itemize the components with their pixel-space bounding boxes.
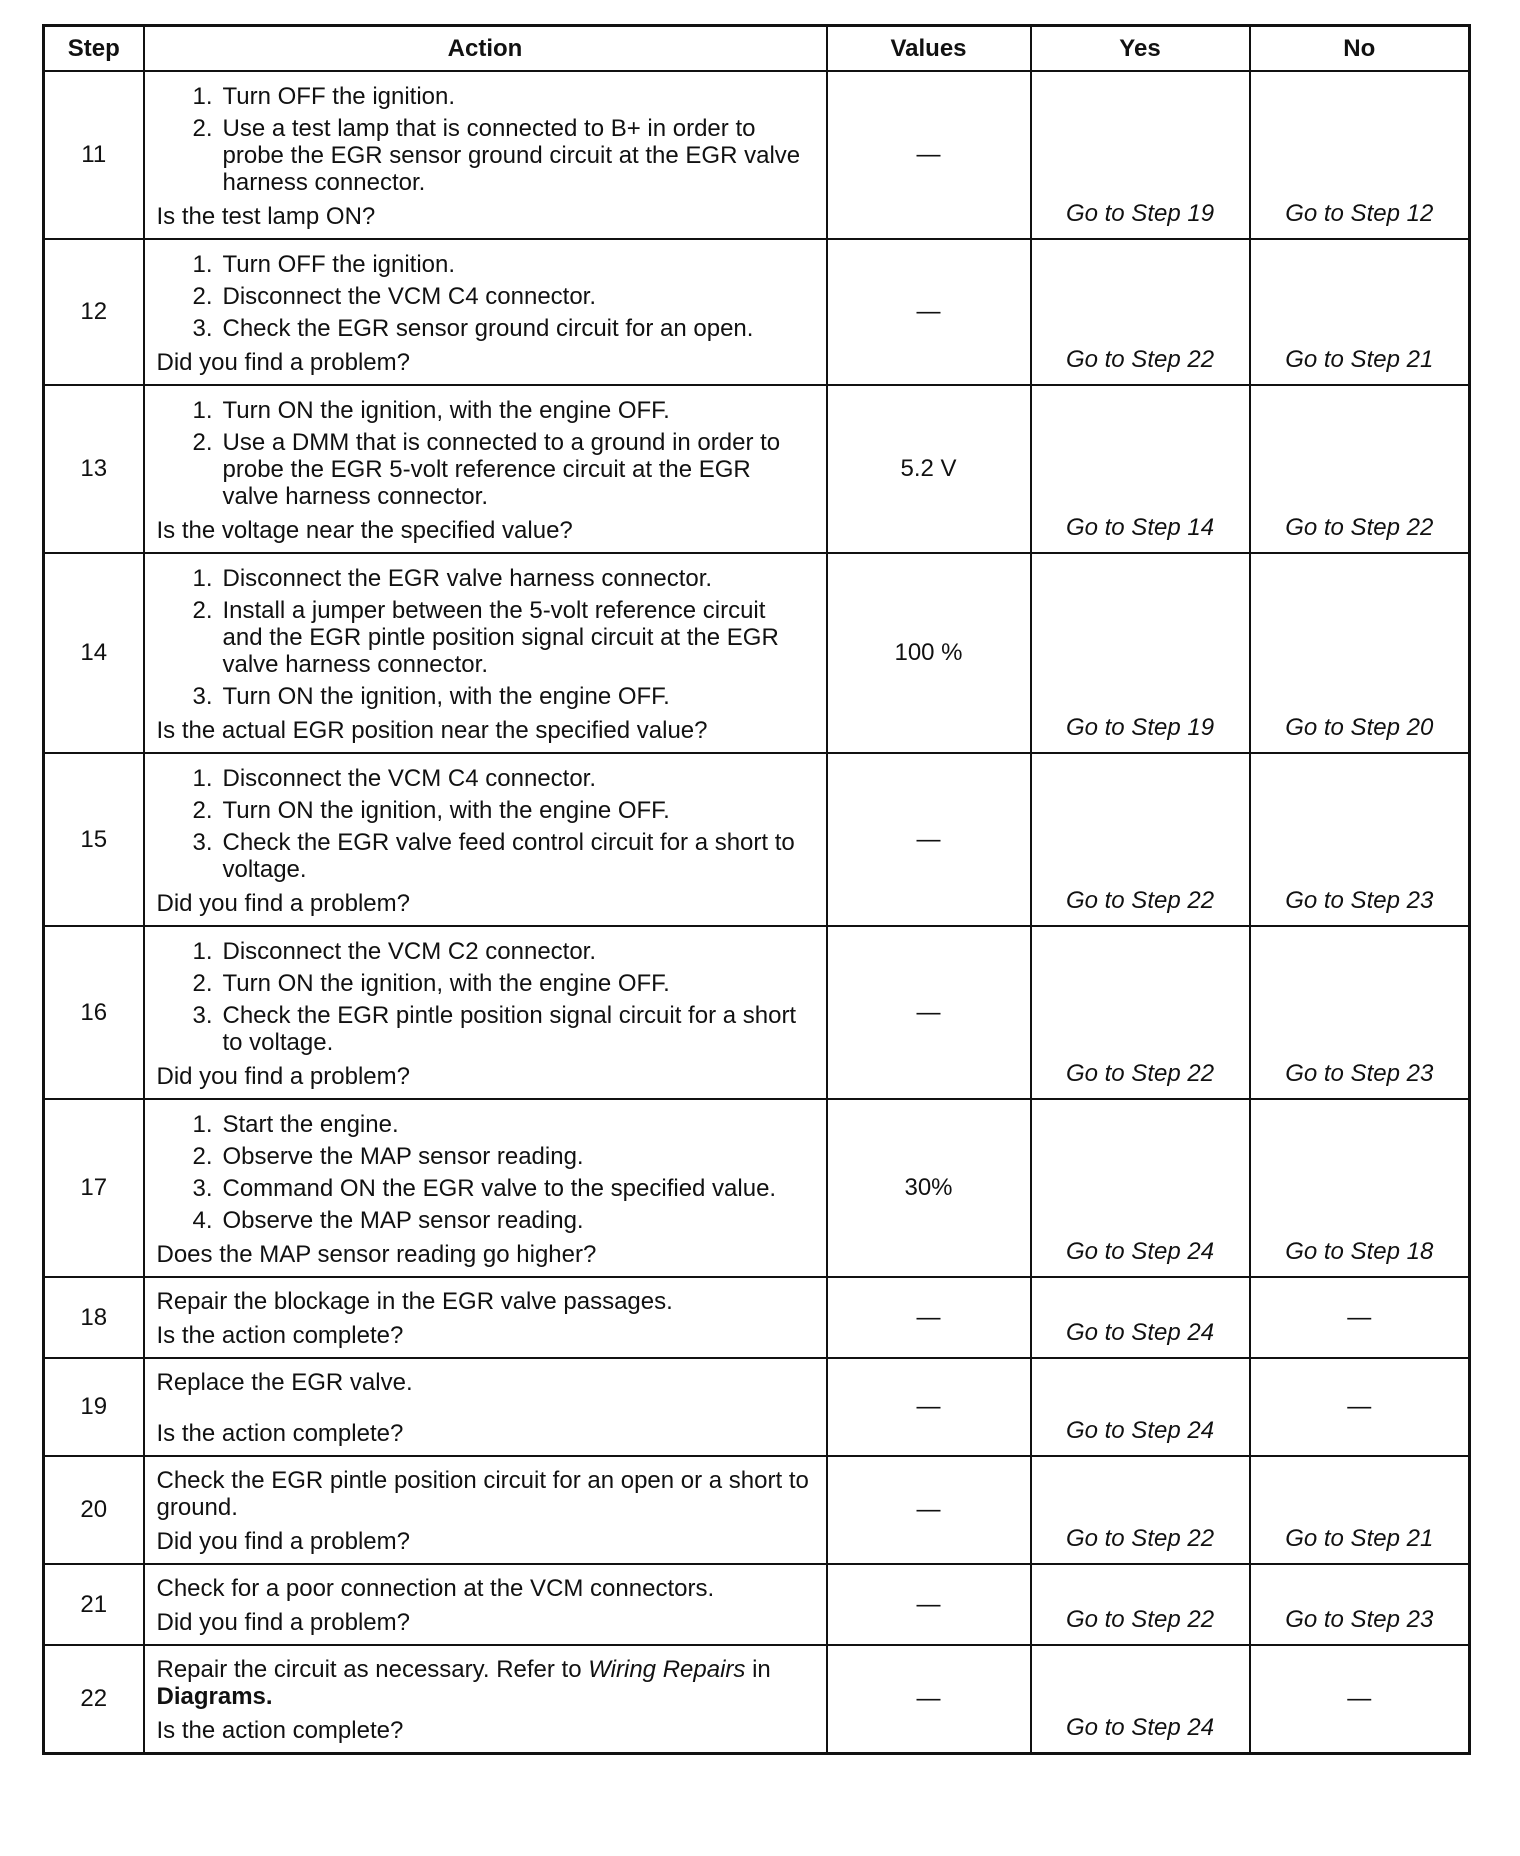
value-cell: — — [827, 1358, 1031, 1456]
action-question: Does the MAP sensor reading go higher? — [156, 1241, 597, 1268]
action-item-text: Check the EGR pintle position signal circuit for a short to voltage. — [222, 1002, 797, 1056]
action-text-run: Repair the circuit as necessary. Refer to — [156, 1656, 589, 1683]
action-item-text: Command ON the EGR valve to the specified value. — [222, 1175, 777, 1202]
yes-result: Go to Step 24 — [1031, 1358, 1250, 1456]
action-list-item — [157, 397, 812, 424]
diagrams-reference: Diagrams. — [156, 1683, 273, 1710]
action-cell — [144, 926, 827, 1099]
action-question: Did you find a problem? — [156, 1528, 410, 1555]
table-row — [44, 753, 1470, 926]
table-row — [44, 553, 1470, 753]
value-cell: — — [827, 926, 1031, 1099]
step-number: 20 — [44, 1456, 144, 1564]
action-item-text: Turn OFF the ignition. — [222, 83, 456, 110]
table-row — [44, 926, 1470, 1099]
action-list-item — [157, 565, 812, 592]
value-cell: — — [827, 1645, 1031, 1754]
step-number: 19 — [44, 1358, 144, 1456]
action-item-number: 2. — [192, 429, 213, 456]
step-number: 15 — [44, 753, 144, 926]
action-list-item — [157, 829, 812, 883]
value-cell: 5.2 V — [827, 385, 1031, 553]
header-values: Values — [827, 26, 1031, 72]
action-question: Is the action complete? — [156, 1420, 404, 1447]
action-item-text: Observe the MAP sensor reading. — [222, 1207, 584, 1234]
action-item-text: Turn ON the ignition, with the engine OFF. — [222, 970, 670, 997]
value-cell: 30% — [827, 1099, 1031, 1277]
action-item-number: 3. — [192, 1002, 213, 1029]
no-result: Go to Step 23 — [1250, 926, 1470, 1099]
action-item-text: Turn OFF the ignition. — [222, 251, 456, 278]
step-number: 18 — [44, 1277, 144, 1358]
step-number: 14 — [44, 553, 144, 753]
action-list-item — [157, 1111, 812, 1138]
header-action: Action — [144, 26, 827, 72]
action-list-item — [157, 683, 812, 710]
action-cell — [144, 553, 827, 753]
no-result: Go to Step 18 — [1250, 1099, 1470, 1277]
action-item-text: Disconnect the VCM C2 connector. — [222, 938, 597, 965]
no-result: Go to Step 23 — [1250, 1564, 1470, 1645]
wiring-repairs-reference: Wiring Repairs — [588, 1656, 746, 1683]
yes-result: Go to Step 24 — [1031, 1645, 1250, 1754]
yes-result: Go to Step 22 — [1031, 239, 1250, 385]
action-item-number: 2. — [192, 115, 213, 142]
action-item-number: 2. — [192, 597, 213, 624]
action-instruction — [157, 1656, 812, 1710]
action-item-number: 3. — [192, 315, 213, 342]
action-item-number: 3. — [192, 683, 213, 710]
action-instruction: Repair the blockage in the EGR valve passages. — [156, 1288, 673, 1315]
action-question: Did you find a problem? — [156, 890, 410, 917]
step-number: 22 — [44, 1645, 144, 1754]
diagnostic-table-sheet — [42, 24, 1468, 1755]
table-row — [44, 1564, 1470, 1645]
action-question: Is the voltage near the specified value? — [156, 517, 573, 544]
no-result: — — [1250, 1277, 1470, 1358]
header-no: No — [1250, 26, 1470, 72]
action-text-run: in — [745, 1656, 771, 1683]
action-item-number: 1. — [192, 397, 213, 424]
action-item-number: 3. — [192, 1175, 213, 1202]
action-item-text: Use a DMM that is connected to a ground in order to probe the EGR 5-volt reference circuit at the EGR valve harness connector. — [222, 429, 781, 510]
action-item-number: 1. — [192, 565, 213, 592]
no-result: Go to Step 20 — [1250, 553, 1470, 753]
action-item-text: Install a jumper between the 5-volt reference circuit and the EGR pintle position signal circuit at the EGR valve harness connector. — [222, 597, 779, 678]
value-cell: — — [827, 753, 1031, 926]
step-number: 12 — [44, 239, 144, 385]
table-row — [44, 1358, 1470, 1456]
action-item-text: Check the EGR valve feed control circuit for a short to voltage. — [222, 829, 795, 883]
no-result: Go to Step 23 — [1250, 753, 1470, 926]
table-row — [44, 1277, 1470, 1358]
yes-result: Go to Step 24 — [1031, 1277, 1250, 1358]
table-row — [44, 1645, 1470, 1754]
value-cell: — — [827, 1564, 1031, 1645]
action-cell — [144, 753, 827, 926]
action-cell — [144, 1564, 827, 1645]
value-cell: — — [827, 71, 1031, 239]
value-cell: — — [827, 239, 1031, 385]
action-instruction: Check the EGR pintle position circuit for an open or a short to ground. — [156, 1467, 809, 1521]
action-question: Did you find a problem? — [156, 1063, 410, 1090]
action-cell — [144, 71, 827, 239]
action-item-text: Check the EGR sensor ground circuit for an open. — [222, 315, 754, 342]
step-number: 13 — [44, 385, 144, 553]
action-list-item — [157, 83, 812, 110]
yes-result: Go to Step 14 — [1031, 385, 1250, 553]
action-item-text: Disconnect the VCM C4 connector. — [222, 765, 597, 792]
action-cell — [144, 1358, 827, 1456]
yes-result: Go to Step 22 — [1031, 1456, 1250, 1564]
header-yes: Yes — [1031, 26, 1250, 72]
diagnostic-steps-table — [42, 24, 1471, 1755]
action-list-item — [157, 1175, 812, 1202]
yes-result: Go to Step 19 — [1031, 553, 1250, 753]
value-cell: — — [827, 1277, 1031, 1358]
action-cell — [144, 385, 827, 553]
table-header-row — [44, 26, 1470, 72]
action-item-text: Disconnect the EGR valve harness connector. — [222, 565, 713, 592]
header-step: Step — [44, 26, 144, 72]
action-item-text: Use a test lamp that is connected to B+ in order to probe the EGR sensor ground circuit at the EGR valve harness connector. — [222, 115, 801, 196]
no-result: Go to Step 22 — [1250, 385, 1470, 553]
action-list-item — [157, 1002, 812, 1056]
action-item-number: 2. — [192, 283, 213, 310]
action-item-text: Turn ON the ignition, with the engine OFF. — [222, 797, 670, 824]
action-cell — [144, 1099, 827, 1277]
action-list-item — [157, 115, 812, 196]
action-item-number: 1. — [192, 83, 213, 110]
action-cell — [144, 1645, 827, 1754]
step-number: 16 — [44, 926, 144, 1099]
action-item-number: 2. — [192, 970, 213, 997]
yes-result: Go to Step 22 — [1031, 926, 1250, 1099]
table-row — [44, 1099, 1470, 1277]
table-row — [44, 1456, 1470, 1564]
step-number: 21 — [44, 1564, 144, 1645]
yes-result: Go to Step 19 — [1031, 71, 1250, 239]
action-item-text: Turn ON the ignition, with the engine OFF. — [222, 397, 670, 424]
no-result: — — [1250, 1645, 1470, 1754]
action-question: Is the action complete? — [156, 1322, 404, 1349]
action-list-item — [157, 797, 812, 824]
action-instruction: Replace the EGR valve. — [156, 1369, 413, 1396]
action-item-number: 1. — [192, 251, 213, 278]
action-list-item — [157, 1207, 812, 1234]
action-list-item — [157, 938, 812, 965]
action-item-text: Turn ON the ignition, with the engine OFF. — [222, 683, 670, 710]
action-item-number: 2. — [192, 1143, 213, 1170]
action-list-item — [157, 251, 812, 278]
action-item-number: 3. — [192, 829, 213, 856]
action-question: Is the actual EGR position near the specified value? — [156, 717, 708, 744]
action-list-item — [157, 1143, 812, 1170]
action-list-item — [157, 429, 812, 510]
action-list-item — [157, 283, 812, 310]
action-question: Did you find a problem? — [156, 1609, 410, 1636]
action-item-number: 1. — [192, 765, 213, 792]
yes-result: Go to Step 22 — [1031, 753, 1250, 926]
action-item-number: 4. — [192, 1207, 213, 1234]
action-cell — [144, 239, 827, 385]
table-row — [44, 71, 1470, 239]
step-number: 17 — [44, 1099, 144, 1277]
no-result: Go to Step 21 — [1250, 239, 1470, 385]
action-item-number: 1. — [192, 1111, 213, 1138]
table-body — [44, 71, 1470, 1754]
value-cell: 100 % — [827, 553, 1031, 753]
action-list-item — [157, 765, 812, 792]
no-result: Go to Step 12 — [1250, 71, 1470, 239]
step-number: 11 — [44, 71, 144, 239]
action-list-item — [157, 315, 812, 342]
action-item-text: Observe the MAP sensor reading. — [222, 1143, 584, 1170]
action-cell — [144, 1456, 827, 1564]
action-item-number: 2. — [192, 797, 213, 824]
action-item-number: 1. — [192, 938, 213, 965]
action-question: Did you find a problem? — [156, 349, 410, 376]
value-cell: — — [827, 1456, 1031, 1564]
table-row — [44, 385, 1470, 553]
no-result: Go to Step 21 — [1250, 1456, 1470, 1564]
table-row — [44, 239, 1470, 385]
action-question: Is the test lamp ON? — [156, 203, 376, 230]
action-question: Is the action complete? — [156, 1717, 404, 1744]
action-list-item — [157, 970, 812, 997]
action-item-text: Disconnect the VCM C4 connector. — [222, 283, 597, 310]
yes-result: Go to Step 22 — [1031, 1564, 1250, 1645]
action-item-text: Start the engine. — [222, 1111, 399, 1138]
action-cell — [144, 1277, 827, 1358]
action-instruction: Check for a poor connection at the VCM connectors. — [156, 1575, 715, 1602]
no-result: — — [1250, 1358, 1470, 1456]
action-list-item — [157, 597, 812, 678]
yes-result: Go to Step 24 — [1031, 1099, 1250, 1277]
